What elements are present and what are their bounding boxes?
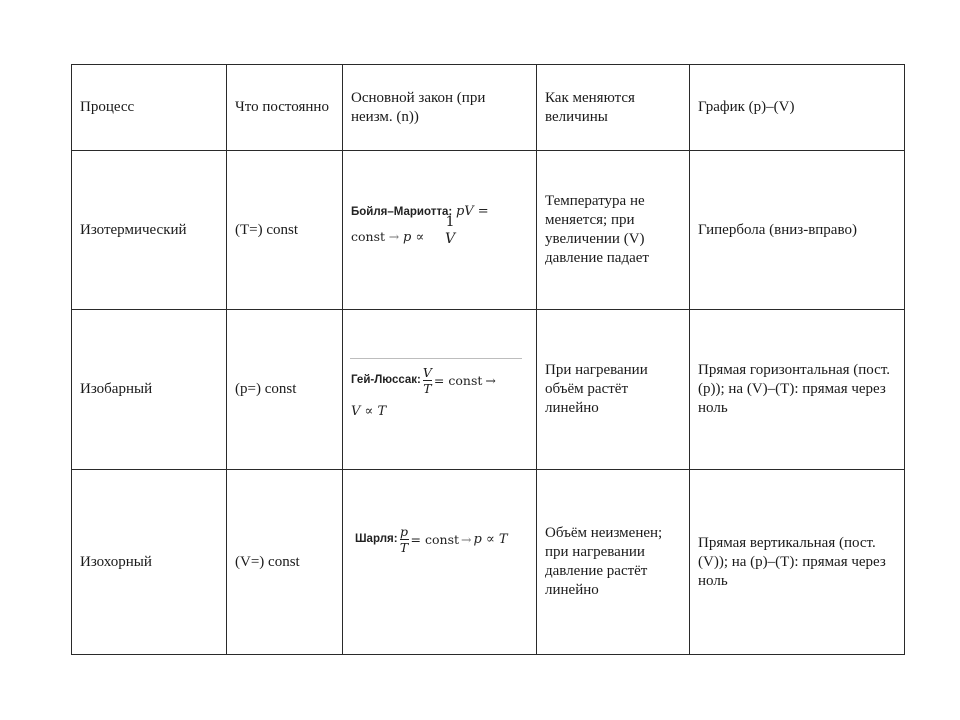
law-expr-prop: p ∝: [403, 230, 425, 245]
arrow-icon: →: [485, 372, 496, 388]
formula-charles: [355, 517, 532, 577]
law-formula: [343, 151, 537, 310]
fraction-numerator: V: [422, 364, 432, 380]
law-fraction: [423, 366, 432, 395]
arrow-icon: →: [461, 532, 472, 547]
graph-description: Гипербола (вниз-вправо): [690, 151, 905, 310]
process-name: Изохорный: [72, 470, 227, 655]
formula-gay-lussac: [351, 358, 532, 422]
table-row: [72, 470, 905, 655]
constant-quantity: (p=) const: [227, 310, 343, 470]
law-expr-part1: = const: [410, 532, 460, 547]
formula-image-edge: [350, 358, 522, 359]
changes-description: При нагревании объём растёт линейно: [537, 310, 690, 470]
constant-quantity: (V=) const: [227, 470, 343, 655]
fraction-denominator: T: [399, 540, 409, 555]
law-expr-part1: pV =: [455, 204, 489, 219]
formula-boyle-mariotte: [351, 198, 532, 258]
fraction-denominator: T: [423, 380, 432, 396]
law-formula: [343, 310, 537, 470]
law-expr-part2: const: [351, 229, 386, 244]
table-row: [72, 151, 905, 310]
fraction-denominator: V: [445, 231, 456, 247]
process-name: Изобарный: [72, 310, 227, 470]
process-name: Изотермический: [72, 151, 227, 310]
header-changes: Как меняются величины: [537, 65, 690, 151]
law-name: Гей-Люссак:: [351, 373, 421, 386]
constant-quantity: (T=) const: [227, 151, 343, 310]
changes-description: Объём неизменен; при нагревании давление растёт линейно: [537, 470, 690, 655]
law-fraction: [400, 525, 409, 554]
law-expr-part1: = const: [433, 372, 483, 388]
law-expr-part2: V ∝ T: [351, 403, 387, 419]
table-header-row: [72, 65, 905, 151]
table-row: [72, 310, 905, 470]
gas-laws-table: [71, 64, 905, 655]
arrow-icon: →: [388, 229, 400, 244]
fraction-numerator: 1: [445, 214, 455, 230]
law-name: Шарля:: [355, 533, 398, 545]
header-graph: График (p)–(V): [690, 65, 905, 151]
law-expr-part2: p ∝ T: [473, 532, 508, 547]
fraction-numerator: p: [400, 524, 409, 539]
changes-description: Температура не меняется; при увеличении (V) давление падает: [537, 151, 690, 310]
header-law: Основной закон (при неизм. (n)): [343, 65, 537, 151]
graph-description: Прямая горизонтальная (пост. (p)); на (V)–(T): прямая через ноль: [690, 310, 905, 470]
law-name: Бойля–Мариотта:: [351, 206, 453, 218]
header-process: Процесс: [72, 65, 227, 151]
law-formula: [343, 470, 537, 655]
header-constant: Что постоянно: [227, 65, 343, 151]
graph-description: Прямая вертикальная (пост. (V)); на (p)–(T): прямая через ноль: [690, 470, 905, 655]
